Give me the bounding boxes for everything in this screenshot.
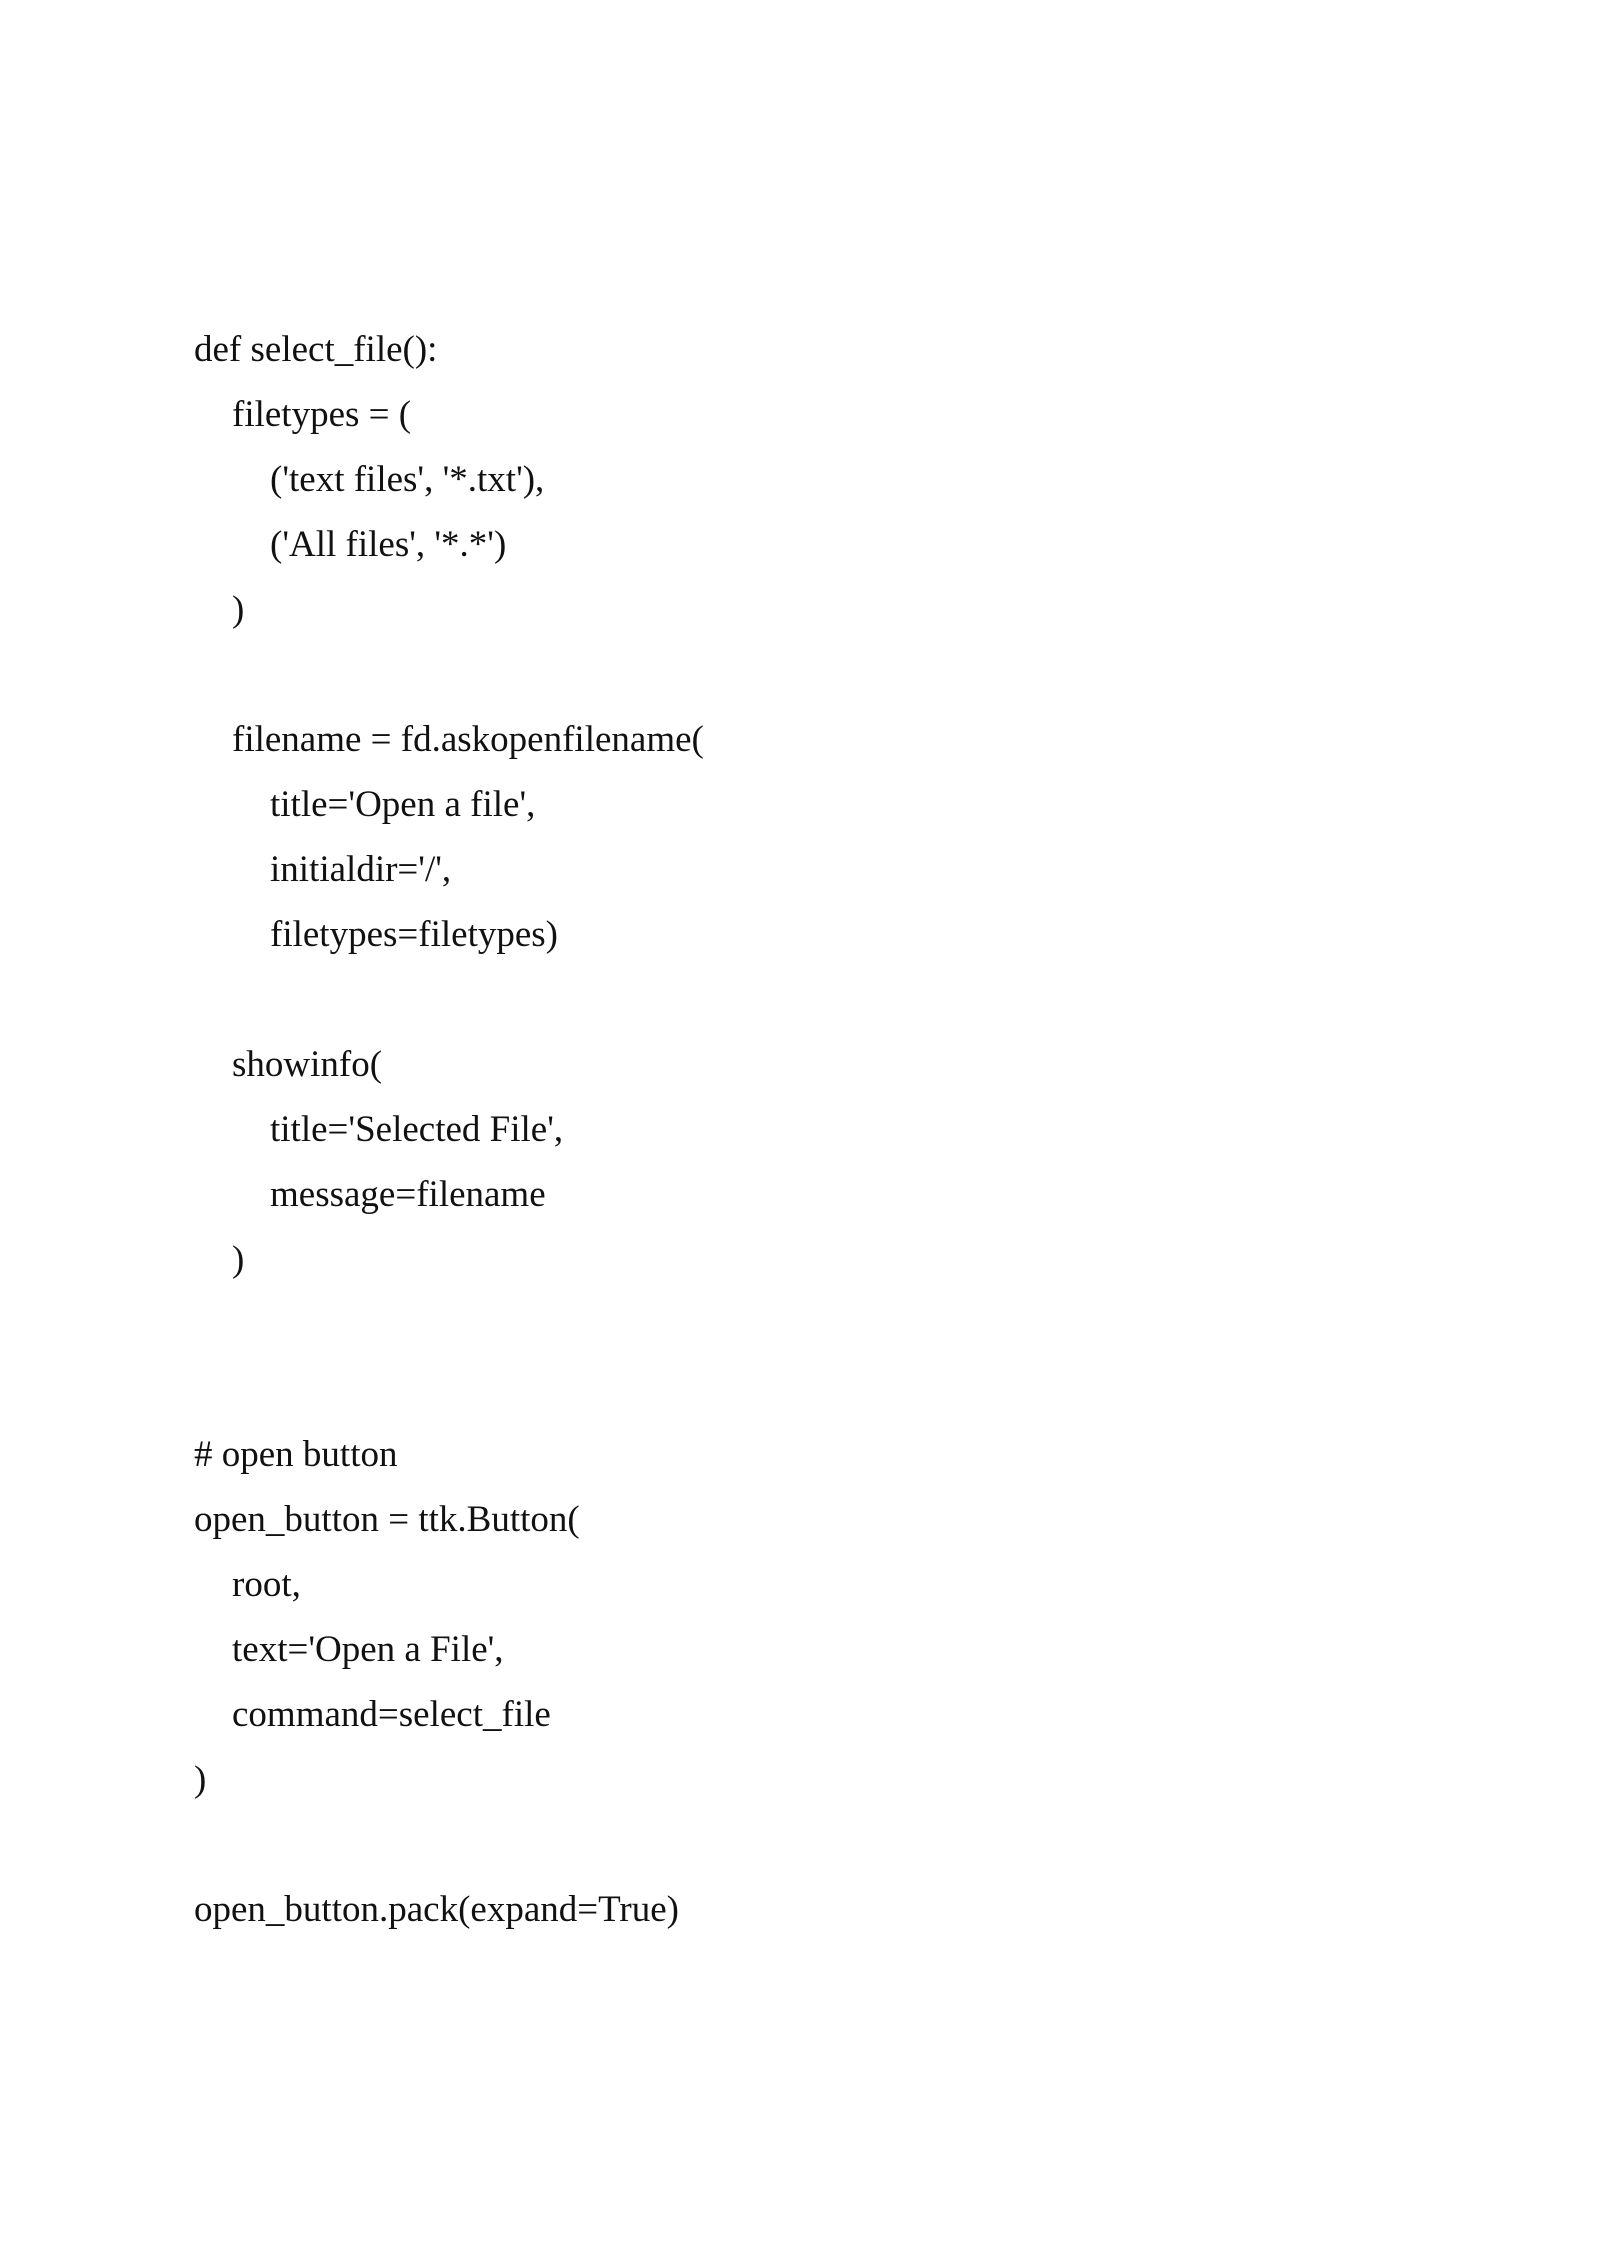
code-line-title-selected: title='Selected File', xyxy=(270,1109,564,1150)
code-line-blank xyxy=(194,1292,1394,1357)
code-line-initialdir: initialdir='/', xyxy=(270,849,452,890)
code-line-blank xyxy=(194,1357,1394,1422)
code-line-command-arg: command=select_file xyxy=(232,1694,551,1735)
code-line-blank xyxy=(194,642,1394,707)
code-line-open-button-assign: open_button = ttk.Button( xyxy=(194,1499,580,1540)
code-line-filetypes-open: filetypes = ( xyxy=(232,394,412,435)
code-line-pack: open_button.pack(expand=True) xyxy=(194,1889,679,1930)
code-line-filetypes-arg: filetypes=filetypes) xyxy=(270,914,558,955)
code-line-def-select-file: def select_file(): xyxy=(194,329,438,370)
code-line-blank xyxy=(194,1812,1394,1877)
code-line-filename-assign: filename = fd.askopenfilename( xyxy=(232,719,704,760)
code-line-message: message=filename xyxy=(270,1174,546,1215)
code-line-showinfo: showinfo( xyxy=(232,1044,383,1085)
code-line-root-arg: root, xyxy=(232,1564,301,1605)
code-line-blank xyxy=(194,967,1394,1032)
code-line-comment-open-button: # open button xyxy=(194,1434,398,1475)
code-line-filetypes-close: ) xyxy=(232,589,245,630)
code-block xyxy=(194,317,1394,1942)
code-line-button-close: ) xyxy=(194,1759,207,1800)
code-line-showinfo-close: ) xyxy=(232,1239,245,1280)
code-line-filetype-all: ('All files', '*.*') xyxy=(270,524,507,565)
code-line-text-arg: text='Open a File', xyxy=(232,1629,504,1670)
code-line-filetype-text: ('text files', '*.txt'), xyxy=(270,459,545,500)
code-line-title-open: title='Open a file', xyxy=(270,784,536,825)
